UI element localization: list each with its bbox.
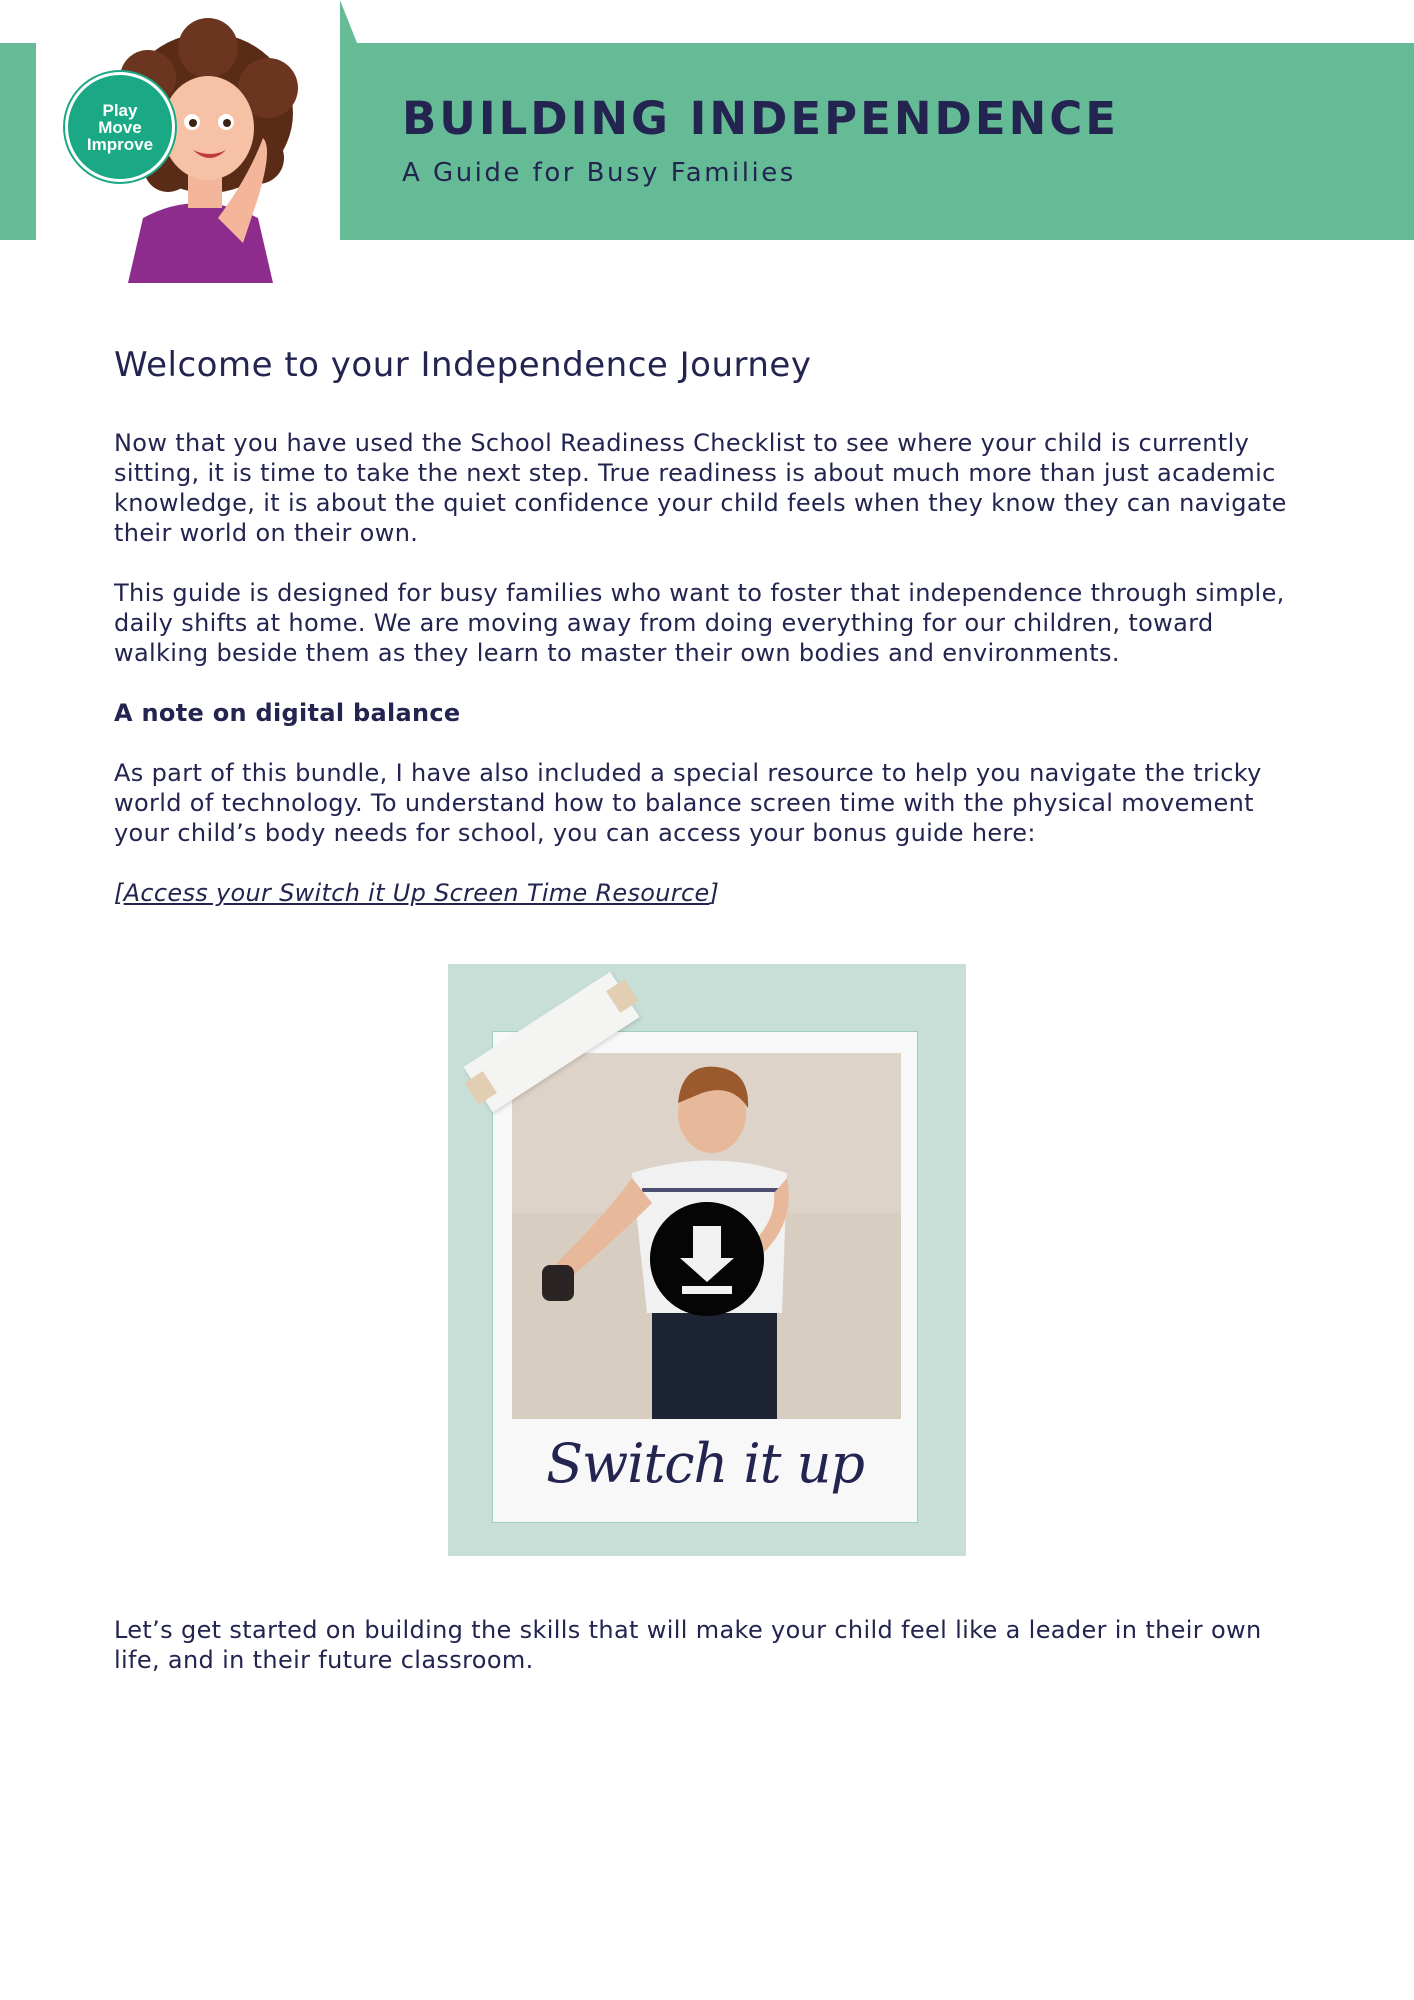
link-bracket-open: [ [114,879,124,907]
polaroid-caption: Switch it up [546,1432,864,1495]
brand-badge [65,72,175,182]
digital-balance-paragraph: As part of this bundle, I have also included a special resource to help you navigate the tricky world of technology. To understand how to balance screen time with the physical movement your child’s body needs for school, you can access your bonus guide here: [114,759,1262,847]
page-subtitle: A Guide for Busy Families [402,158,796,188]
link-bracket-close: ] [709,879,720,907]
resource-link-line [114,878,1314,908]
intro-paragraph-1: Now that you have used the School Readiness Checklist to see where your child is currently sitting, it is time to take the next step. True readiness is about much more than just academic knowledge, it is about the quiet confidence your child feels when they know they can navigate their world on their own. [114,429,1287,547]
badge-line-2: Move [98,117,142,137]
intro-paragraph-2: This guide is designed for busy families who want to foster that independence through simple, daily shifts at home. We are moving away from doing everything for our children, toward walking beside them as they learn to master their own bodies and environments. [114,579,1285,667]
digital-balance-heading: A note on digital balance [114,699,461,727]
main-content [114,345,1314,908]
header-banner-tip [340,0,357,43]
screen-time-resource-link[interactable]: Access your Switch it Up Screen Time Resource [123,879,710,907]
badge-line-3: Improve [86,134,154,154]
page-title: BUILDING INDEPENDENCE [402,92,1120,145]
closing-paragraph: Let’s get started on building the skills that will make your child feel like a leader in their own life, and in their future classroom. [114,1616,1262,1674]
header-banner-left [0,43,36,240]
download-icon[interactable] [650,1202,764,1316]
badge-line-1: Play [102,100,138,120]
welcome-heading: Welcome to your Independence Journey [114,345,812,385]
